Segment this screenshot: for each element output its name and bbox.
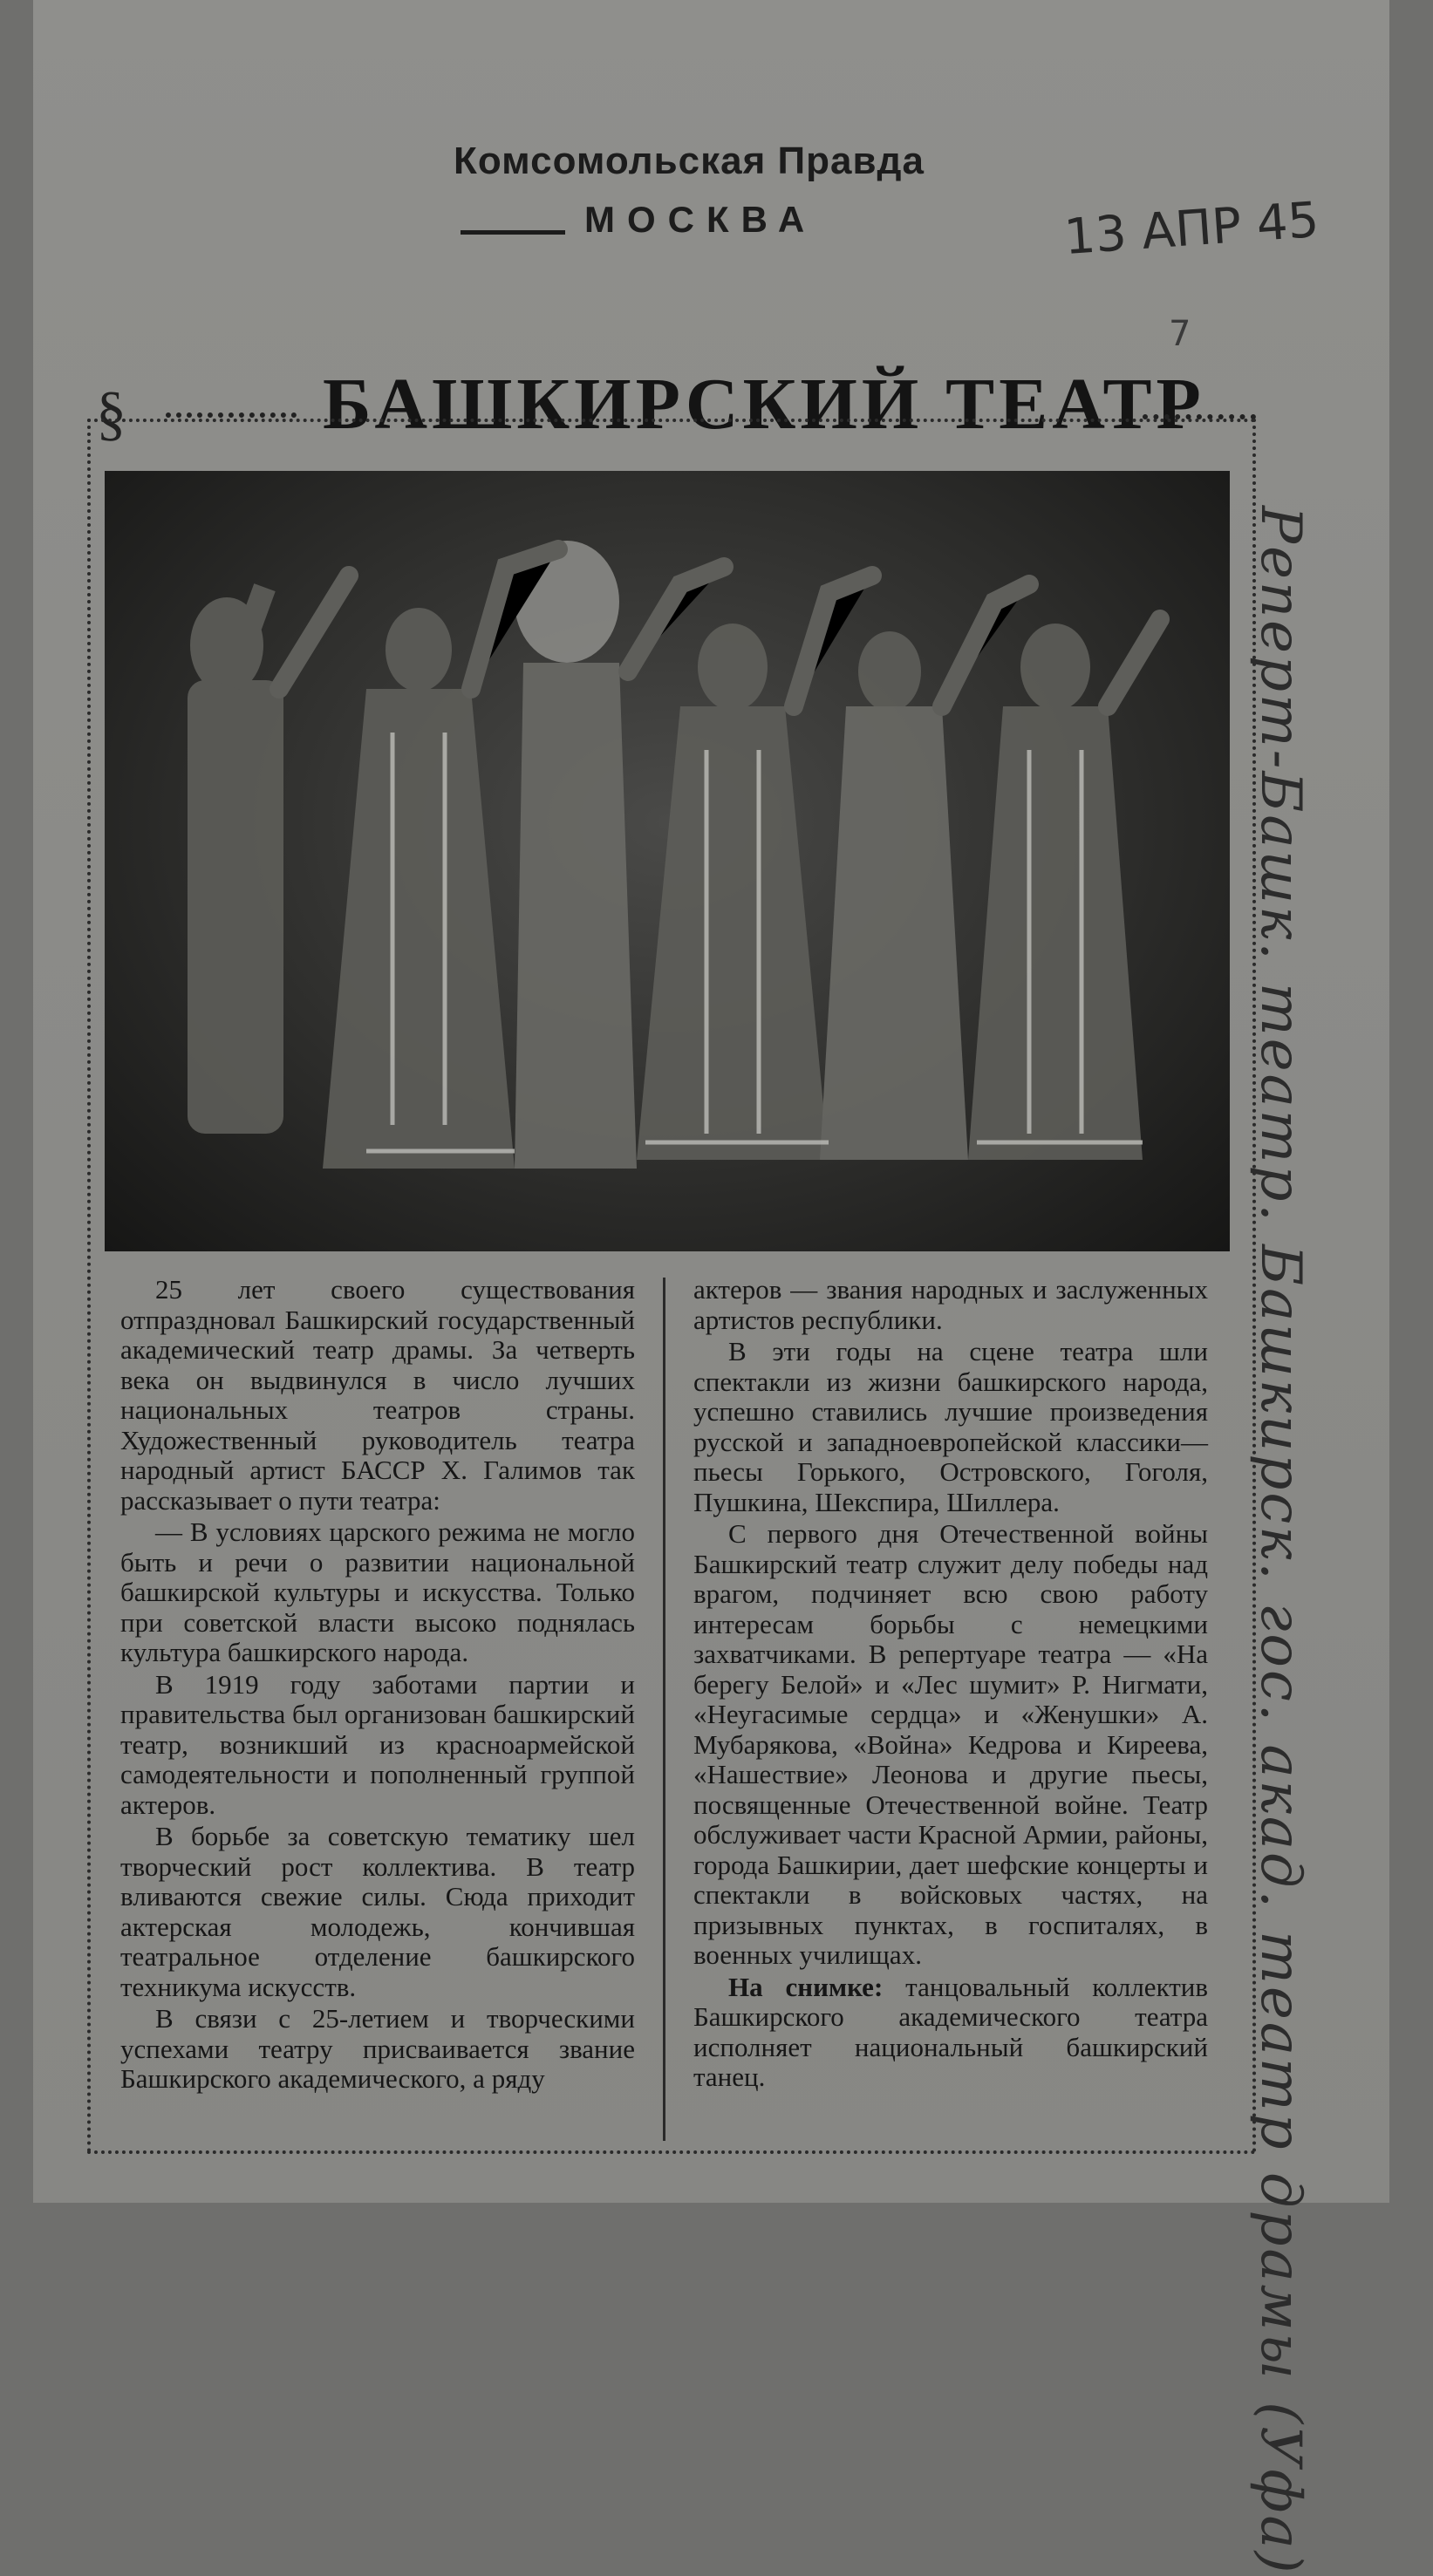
newspaper-stamp — [454, 140, 994, 240]
paragraph: В связи с 25-летием и творческими успехами театру присваивается звание Башкирского академического, а ряду — [120, 2003, 635, 2094]
column-divider — [663, 1278, 665, 2141]
handwritten-note-text: Реперт-Башк. театр. Башкирск. гос. акад. театр драмы (Уфа) — [1248, 506, 1313, 2576]
stamp-underline — [461, 230, 565, 235]
paragraph: В борьбе за советскую тематику шел творческий рост коллектива. В театр вливаются свежие силы. Сюда приходит актерская молодежь, кончившая театральное отделение башкирского техникума искусств. — [120, 1821, 635, 2002]
title-rule-left — [166, 412, 297, 418]
newspaper-city: МОСКВА — [584, 199, 817, 240]
dancers-illustration — [105, 471, 1230, 1251]
ornament-icon: § — [96, 380, 126, 447]
paragraph: актеров — звания народных и заслуженных артистов республики. — [693, 1274, 1208, 1335]
article-title: БАШКИРСКИЙ ТЕАТР — [323, 364, 1205, 445]
newspaper-name: Комсомольская Правда — [454, 140, 925, 182]
caption-lead: На снимке: — [728, 1971, 884, 2002]
paragraph: В эти годы на сцене театра шли спектакли из жизни башкирского народа, успешно ставились лучшие произведения русской и западноевропейской классики—пьесы Горького, Островского, Гоголя, Пушкина, Шекспира, Шиллера. — [693, 1336, 1208, 1517]
handwritten-note — [1248, 488, 1426, 2576]
article-column-2 — [693, 1275, 1208, 2095]
paragraph: — В условиях царского режима не могло быть и речи о развитии национальной башкирской культуры и искусства. Только при советской власти высоко поднялась культура башкирского народа. — [120, 1516, 635, 1667]
pencil-mark: 7 — [1169, 314, 1191, 354]
article-column-1 — [120, 1275, 635, 2096]
paragraph: В 1919 году заботами партии и правительства был организован башкирский театр, возникший из красноармейской самодеятельности и пополненный группой актеров. — [120, 1668, 635, 1820]
paragraph: С первого дня Отечественной войны Башкирский театр служит делу победы над врагом, подчиняет всю свою работу интересам борьбы с немецкими захватчиками. В репертуаре театра — «На берегу Белой» и «Лес шумит» Р. Нигмати, «Неугасимые сердца» и «Женушки» А. Мубарякова, «Война» Кедрова и Киреева, «Нашествие» Леонова и другие пьесы, посвященные Отечественной войне. Театр обслуживает части Красной Армии, районы, города Башкирии, дает шефские концерты и спектакли в войсковых частях, на призывных пунктах, в госпиталях, в военных училищах. — [693, 1518, 1208, 1970]
paragraph: 25 лет своего существования отпраздновал Башкирский государственный академический театр драмы. За четверть века он выдвинулся в число лучших национальных театров страны. Художественный руководитель театра народный артист БАССР Х. Галимов так рассказывает о пути театра: — [120, 1274, 635, 1516]
caption-text: танцовальный коллектив Башкирского академического театра исполняет национальный башкирский танец. — [693, 1971, 1208, 2092]
dance-photo — [105, 471, 1230, 1251]
photo-caption — [693, 1973, 1208, 2093]
date-stamp: 13 АПР 45 — [1062, 191, 1321, 267]
